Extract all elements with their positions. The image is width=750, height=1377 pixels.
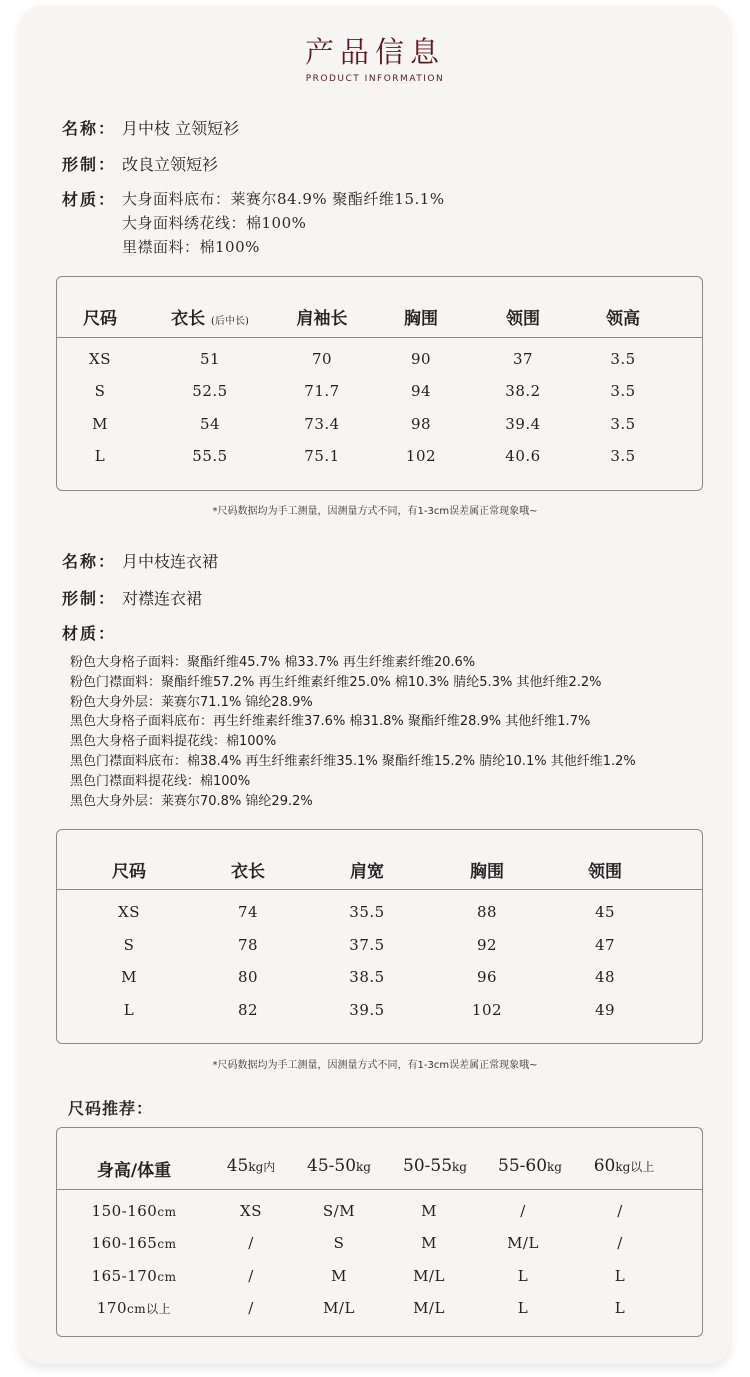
header-cell: 尺码 (83, 309, 117, 329)
material-line: 粉色门襟面料：聚酯纤维57.2% 再生纤维素纤维25.0% 棉10.3% 腈纶5.3% 其他纤维2.2% (70, 674, 602, 690)
measurement-note: *尺码数据均为手工测量，因测量方式不同，有1-3cm误差属正常现象哦~ (212, 1060, 538, 1071)
header-cell: 衣长 (后中长) (171, 309, 249, 329)
product2-name (62, 549, 218, 572)
product2-size-table: 尺码 衣长 肩宽 胸围 领围 XS 74 35.5 88 45 S 78 37.5 92 47 M 80 38.5 96 48 L 82 39.5 102 49 (56, 829, 703, 1044)
product2-style (62, 586, 202, 609)
header-cell: 胸围 (404, 309, 438, 329)
header-divider (57, 889, 702, 890)
product2-material-list (70, 653, 636, 811)
recommendation-table: 身高/体重 45kg内 45-50kg 50-55kg 55-60kg 60kg以上 150-160cm XS S/M M / / 160-165cm / S M M/L / 165-170cm / M M/L L L 170cm以上 / M/L M/L L L (56, 1127, 703, 1337)
product2-name-label: 名称： (62, 552, 117, 571)
header-cell: 60kg以上 (593, 1156, 655, 1176)
header-cell: 55-60kg (498, 1156, 562, 1176)
header-cell: 肩宽 (350, 862, 384, 882)
header-cell: 衣长 (231, 862, 265, 882)
header-cell: 身高/体重 (96, 1161, 172, 1181)
header-cell: 45-50kg (307, 1156, 371, 1176)
header-cell: 胸围 (470, 862, 504, 882)
product2-material-label: 材质： (62, 624, 117, 643)
material-line: 黑色大身格子面料提花线：棉100% (70, 734, 277, 750)
product1-size-table: 尺码 衣长 (后中长) 肩袖长 胸围 领围 领高 XS 51 70 90 37 3.5 S 52.5 71.7 94 38.2 3.5 M 54 73.4 98 39.4 3.5 L 55.5 75.1 102 40.6 3.5 (56, 276, 703, 491)
product2-style-label: 形制： (62, 589, 117, 608)
material-line: 粉色大身格子面料：聚酯纤维45.7% 棉33.7% 再生纤维素纤维20.6% (70, 655, 476, 670)
product2-name-value: 月中枝连衣裙 (122, 552, 219, 571)
header-divider (57, 1189, 702, 1190)
product1-material-line: 大身面料绣花线：棉100% (122, 214, 307, 232)
header-note: (后中长) (211, 316, 249, 327)
header-cell: 领高 (606, 309, 640, 329)
product1-style-label: 形制： (62, 155, 117, 174)
header-cell: 尺码 (112, 862, 146, 882)
product1-name-value: 月中枝 立领短衫 (122, 119, 240, 138)
page-title: 产品信息 (304, 35, 445, 69)
product1-style (62, 152, 218, 175)
material-line: 粉色大身外层：莱赛尔71.1% 锦纶28.9% (70, 694, 313, 710)
header-cell: 45kg内 (226, 1156, 276, 1176)
header-cell: 肩袖长 (296, 309, 348, 329)
material-line: 黑色门襟面料底布：棉38.4% 再生纤维素纤维35.1% 聚酯纤维15.2% 腈纶10.1% 其他纤维1.2% (70, 753, 636, 769)
recommendation-title: 尺码推荐： (68, 1099, 154, 1118)
material-line: 黑色门襟面料提花线：棉100% (70, 773, 251, 789)
product1-material-label: 材质： (62, 190, 117, 209)
product1-name (62, 116, 239, 139)
header-cell: 领围 (588, 862, 622, 882)
product1-style-value: 改良立领短衫 (122, 155, 219, 174)
header-divider (57, 337, 702, 338)
product2-style-value: 对襟连衣裙 (122, 589, 203, 608)
page-subtitle: PRODUCT INFORMATION (305, 74, 445, 84)
measurement-note: *尺码数据均为手工测量，因测量方式不同，有1-3cm误差属正常现象哦~ (212, 506, 538, 517)
material-line: 黑色大身外层：莱赛尔70.8% 锦纶29.2% (70, 793, 313, 809)
material-line: 黑色大身格子面料底布：再生纤维素纤维37.6% 棉31.8% 聚酯纤维28.9% 其他纤维1.7% (70, 714, 591, 730)
header-cell: 领围 (506, 309, 540, 329)
product1-material-line: 大身面料底布：莱赛尔84.9% 聚酯纤维15.1% (122, 190, 445, 208)
product1-material-line: 里襟面料：棉100% (122, 238, 260, 256)
header-cell: 50-55kg (403, 1156, 467, 1176)
product1-name-label: 名称： (62, 119, 117, 138)
